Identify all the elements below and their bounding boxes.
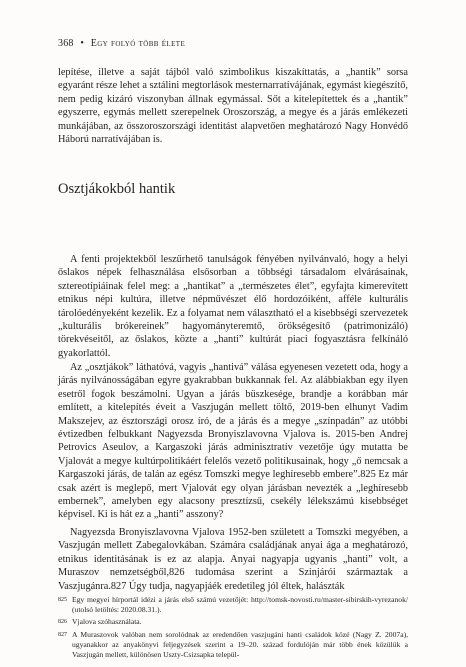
- footnote-text: Vjalova szóhasználata.: [72, 617, 142, 627]
- section-heading: Osztjákokból hantik: [58, 181, 176, 197]
- footnote-text: A Muraszovok valóban nem sorolódnak az eredendően vaszjugáni hanti családok közé (Nagy Z. 2007a), ugyanakkor az anyakönyvi feljegyzések szerint a 19–20. század fordulóján már több ének közülük a Vaszjugán mellett, különösen Uszty-Csizsapka települ-: [72, 629, 408, 660]
- footnote-text: Egy megyei hírportál idézi a járás első számú vezetőjét: http://tomsk-novosti.ru/master-sibirskih-vyrezanok/ (utolsó letöltés: 2020.08.31.).: [72, 595, 408, 615]
- footnote-number: 826: [58, 619, 67, 626]
- paragraph-1: lepítése, illetve a saját tájból való szimbolikus kiszakíttatás, a „hantik” sorsa egyaránt része lehet a sztálini megtorlások mesternarratívájának, egymást kiegészítő, nem pedig kizáró viszonyban állnak egymással. Sőt a kitelepítettek és a „hantik” egyszerre, egymás mellett szerepelnek Oroszország, a megye és a járás emlékezeti munkájában, az összoroszországi identitást alapvetően meghatározó Nagy Honvédő Háború narratívájában is.: [58, 67, 408, 146]
- running-header: [58, 38, 185, 49]
- running-title: Egy folyó több élete: [90, 38, 186, 49]
- footnote: [58, 630, 408, 661]
- page-number: 368: [58, 38, 74, 49]
- paragraph-3: Az „osztjákok” láthatóvá, vagyis „hantivá” válása egyenesen vezetett oda, hogy a járás nyilvánosságában egyre gyakrabban bukkannak fel. Az alábbiakban egy ilyen esetről fogok beszámolni. Ugyan a járás büszkesége, brandje a korábban már említett, a kitelepítés éveit a Vaszjugán mellett töltő, 2019-ben elhunyt Vadim Makszejev, az észtországi orosz író, de a járás és a megye „színpadán” az utóbbi évtizedben felbukkant Nagyezsda Bronyiszlavovna Vjalova is. 2015-ben Andrej Petrovics Aseulov, a Kargaszoki járás adminisztratív vezetője úgy mutatta be Vjalovát a megye kultúrpolitikáért felelős vezető politikusainak, hogy „ő nemcsak a Kargaszoki járás, de talán az egész Tomszki megye leghíresebb embere”.825 Ez már csak azért is meglepő, mert Vjalovát egy olyan járásban nevezték a „leghíresebb embernek”, amelyben egy alacsony presztízsű, csekély lélekszámú kisebbséget képvisel. Ki is hát ez a „hanti” asszony?: [58, 362, 408, 521]
- footnote-number: 825: [58, 597, 67, 603]
- footnote: [58, 595, 408, 615]
- paragraph-4: Nagyezsda Bronyiszlavovna Vjalova 1952-ben született a Tomszki megyében, a Vaszjugán mellett Zabegalovkában. Számára családjának anyai ága a meghatározó, etnikus identitásának is ez az alapja. Anyai nagyapja ugyanis „hanti” volt, a Muraszov nemzetségből,826 tudomása szerint a Szinjárói származtak a Vaszjugánra.827 Úgy tudja, nagyapjáék eredetileg jól éltek, halászták: [58, 527, 408, 592]
- paragraph-2: A fenti projektekből leszűrhető tanulságok fényében nyilvánvaló, hogy a helyi őslakos népek felhasználása elsősorban a többségi társadalom elvárásainak, sztereotípiáinak felel meg: a „hantikat” a „természetes élet”, egyfajta kimerevített etnikus népi kultúra, illetve népművészet élő hordozóiként, afféle kulturális tárolóedényeként kezelik. Ez a folyamat nem választható el a kisebbségi szervezetek „kulturális brókereinek” hagyományteremtő, örökségesítő (patrimonizáló) törekvéseitől, az őslakos, közte a „hanti” kultúrát piaci fogyasztásra felkínáló gyakorlattól.: [58, 254, 408, 359]
- footnote-number: 827: [58, 631, 67, 638]
- header-separator: •: [80, 38, 85, 49]
- footnotes: [58, 595, 408, 660]
- footnote: [58, 617, 408, 627]
